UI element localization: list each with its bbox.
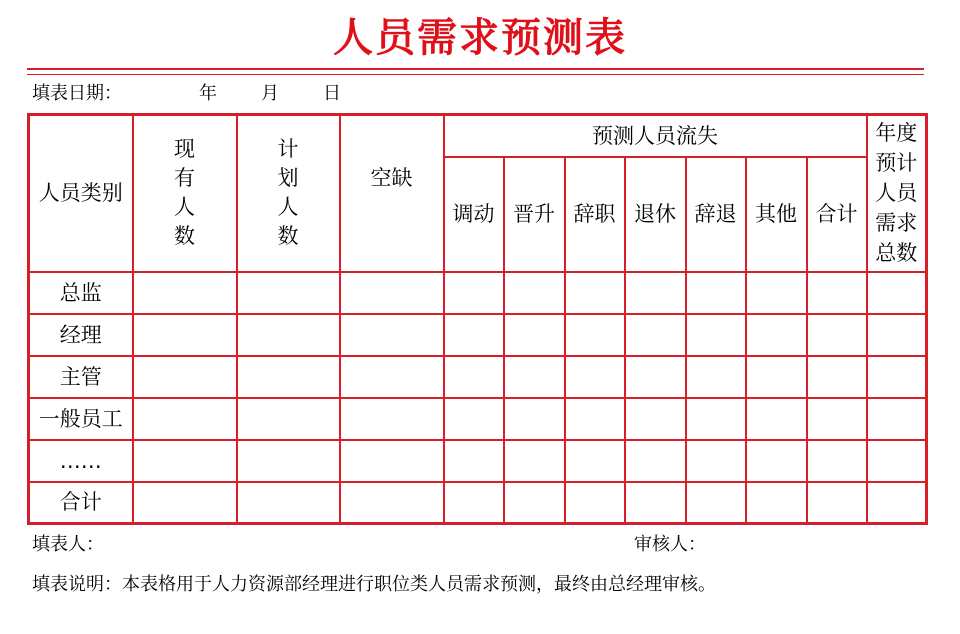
title-rule-thick: [27, 68, 924, 70]
table-cell[interactable]: [565, 272, 625, 314]
table-cell[interactable]: [746, 314, 807, 356]
header-loss-dismissal: 辞退: [686, 157, 746, 272]
table-cell[interactable]: [237, 272, 340, 314]
table-cell[interactable]: [686, 482, 746, 524]
table-cell[interactable]: [686, 314, 746, 356]
table-cell[interactable]: [565, 482, 625, 524]
table-cell[interactable]: [867, 314, 927, 356]
table-cell[interactable]: [625, 482, 686, 524]
header-current-count: [133, 115, 237, 272]
table-cell[interactable]: [746, 356, 807, 398]
table-cell[interactable]: [133, 440, 237, 482]
header-loss-group: 预测人员流失: [444, 115, 867, 157]
table-cell[interactable]: [340, 440, 444, 482]
table-cell[interactable]: [807, 356, 867, 398]
reviewer-label: 审核人：: [634, 534, 706, 555]
table-row: [29, 356, 927, 398]
table-cell[interactable]: [237, 356, 340, 398]
table-cell[interactable]: [807, 272, 867, 314]
table-cell[interactable]: [444, 482, 504, 524]
table-cell[interactable]: [504, 482, 565, 524]
table-cell[interactable]: [867, 356, 927, 398]
row-label: ……: [29, 440, 133, 482]
page-title: 人员需求预测表: [333, 14, 627, 61]
table-cell[interactable]: [504, 440, 565, 482]
table-cell[interactable]: [686, 272, 746, 314]
table-cell[interactable]: [867, 398, 927, 440]
row-label: 一般员工: [29, 398, 133, 440]
table-cell[interactable]: [565, 314, 625, 356]
table-cell[interactable]: [867, 272, 927, 314]
table-cell[interactable]: [565, 440, 625, 482]
header-annual-demand-label: 年度预计人员需求总数: [875, 121, 918, 266]
table-row: [29, 398, 927, 440]
table-cell[interactable]: [504, 314, 565, 356]
table-cell[interactable]: [746, 482, 807, 524]
table-cell[interactable]: [807, 482, 867, 524]
header-annual-demand: [867, 115, 927, 272]
table-cell[interactable]: [686, 356, 746, 398]
filler-label: 填表人：: [32, 534, 104, 555]
header-loss-transfer: 调动: [444, 157, 504, 272]
table-cell[interactable]: [807, 440, 867, 482]
row-label: 主管: [29, 356, 133, 398]
table-cell[interactable]: [237, 440, 340, 482]
table-cell[interactable]: [237, 314, 340, 356]
table-cell[interactable]: [625, 314, 686, 356]
table-cell[interactable]: [504, 398, 565, 440]
table-cell[interactable]: [133, 272, 237, 314]
header-vacancy: 空缺: [340, 115, 444, 272]
table-cell[interactable]: [686, 398, 746, 440]
table-cell[interactable]: [625, 272, 686, 314]
row-label: 合计: [29, 482, 133, 524]
table-cell[interactable]: [625, 398, 686, 440]
header-loss-resignation: 辞职: [565, 157, 625, 272]
date-month-label: 月: [261, 83, 279, 104]
header-row-1: [29, 115, 927, 157]
row-label: 总监: [29, 272, 133, 314]
table-cell[interactable]: [444, 356, 504, 398]
table-row: [29, 482, 927, 524]
table-cell[interactable]: [867, 482, 927, 524]
header-loss-retirement: 退休: [625, 157, 686, 272]
table-cell[interactable]: [340, 272, 444, 314]
table-cell[interactable]: [504, 272, 565, 314]
forecast-table: [27, 113, 928, 525]
table-cell[interactable]: [133, 314, 237, 356]
instructions-note: 填表说明：本表格用于人力资源部经理进行职位类人员需求预测，最终由总经理审核。: [32, 574, 716, 595]
table-cell[interactable]: [133, 356, 237, 398]
table-cell[interactable]: [565, 356, 625, 398]
table-cell[interactable]: [625, 440, 686, 482]
header-current-count-label: 现有人数: [174, 137, 195, 249]
header-loss-other: 其他: [746, 157, 807, 272]
table-cell[interactable]: [340, 314, 444, 356]
table-cell[interactable]: [340, 356, 444, 398]
table-cell[interactable]: [746, 272, 807, 314]
table-cell[interactable]: [807, 398, 867, 440]
header-category: 人员类别: [29, 115, 133, 272]
date-year-label: 年: [199, 83, 217, 104]
table-row: [29, 314, 927, 356]
table-cell[interactable]: [444, 398, 504, 440]
table-cell[interactable]: [444, 440, 504, 482]
table-cell[interactable]: [237, 482, 340, 524]
table-cell[interactable]: [565, 398, 625, 440]
header-loss-total: 合计: [807, 157, 867, 272]
table-cell[interactable]: [340, 482, 444, 524]
table-cell[interactable]: [867, 440, 927, 482]
header-loss-promotion: 晋升: [504, 157, 565, 272]
table-cell[interactable]: [444, 314, 504, 356]
table-cell[interactable]: [746, 440, 807, 482]
table-row: [29, 440, 927, 482]
table-cell[interactable]: [133, 482, 237, 524]
table-cell[interactable]: [504, 356, 565, 398]
date-label: 填表日期：: [32, 83, 122, 104]
table-cell[interactable]: [625, 356, 686, 398]
header-planned-count-label: 计划人数: [277, 137, 299, 249]
table-cell[interactable]: [340, 398, 444, 440]
date-day-label: 日: [323, 83, 341, 104]
table-cell[interactable]: [133, 398, 237, 440]
header-planned-count: [237, 115, 340, 272]
table-cell[interactable]: [807, 314, 867, 356]
table-cell[interactable]: [237, 398, 340, 440]
table-cell[interactable]: [444, 272, 504, 314]
table-cell[interactable]: [686, 440, 746, 482]
row-label: 经理: [29, 314, 133, 356]
table-cell[interactable]: [746, 398, 807, 440]
table-row: [29, 272, 927, 314]
title-rule-thin: [27, 74, 924, 75]
